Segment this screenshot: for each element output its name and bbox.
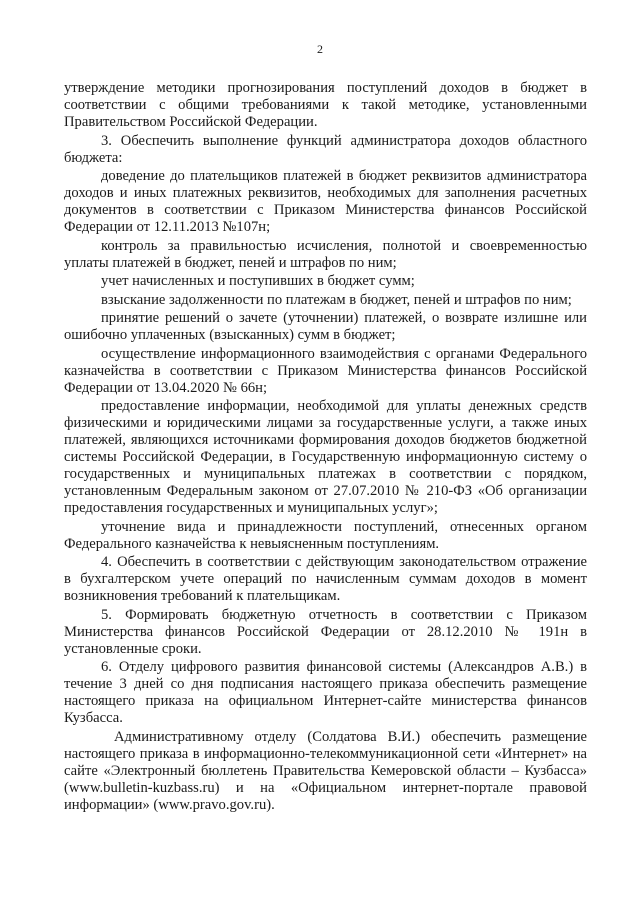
paragraph: уточнение вида и принадлежности поступлений, отнесенных органом Федерального казначейства к невыясненным поступлениям. [64,518,587,552]
paragraph: принятие решений о зачете (уточнении) платежей, о возврате излишне или ошибочно уплаченных (взысканных) сумм в бюджет; [64,310,587,343]
paragraph: предоставление информации, необходимой для уплаты денежных средств физическими и юридическими лицами за государственные услуги, а также иных платежей, являющихся источниками формирования доходов бюджетов бюджетной системы Российской Федерации, в Государственную информационную систему о государственных и муниципальных платежах в соответствии с порядком, установленным Федеральным законом от 27.07.2010 № 210-ФЗ «Об организации предоставления государственных и муниципальных услуг»; [64,398,587,516]
paragraph: 4. Обеспечить в соответствии с действующим законодательством отражение в бухгалтерском учете операций по начисленным суммам доходов в момент возникновения требований к плательщикам. [64,554,587,604]
paragraph: 5. Формировать бюджетную отчетность в соответствии с Приказом Министерства финансов Российской Федерации от 28.12.2010 № 191н в установленные сроки. [64,606,587,657]
paragraph: доведение до плательщиков платежей в бюджет реквизитов администратора доходов и иных платежных реквизитов, необходимых для заполнения расчетных документов в соответствии с Приказом Министерства финансов Российской Федерации от 12.11.2013 №107н; [64,168,587,235]
paragraph: 6. Отделу цифрового развития финансовой системы (Александров А.В.) в течение 3 дней со дня подписания настоящего приказа обеспечить размещение настоящего приказа на официальном Интернет-сайте министерства финансов Кузбасса. [64,659,587,726]
paragraph: контроль за правильностью исчисления, полнотой и своевременностью уплаты платежей в бюджет, пеней и штрафов по ним; [64,237,587,271]
paragraph: осуществление информационного взаимодействия с органами Федерального казначейства в соответствии с Приказом Министерства финансов Российской Федерации от 13.04.2020 № 66н; [64,345,587,396]
paragraph: 3. Обеспечить выполнение функций администратора доходов областного бюджета: [64,132,587,166]
paragraph: утверждение методики прогнозирования поступлений доходов в бюджет в соответствии с общими требованиями к такой методике, установленными Правительством Российской Федерации. [64,80,587,130]
document-body [64,80,587,815]
paragraph: Административному отделу (Солдатова В.И.) обеспечить размещение настоящего приказа в информационно-телекоммуникационной сети «Интернет» на сайте «Электронный бюллетень Правительства Кемеровской области – Кузбасса» (www.bulletin-kuzbass.ru) и на «Официальном интернет-портале правовой информации» (www.pravo.gov.ru). [64,728,587,813]
paragraph: взыскание задолженности по платежам в бюджет, пеней и штрафов по ним; [101,291,572,308]
paragraph: учет начисленных и поступивших в бюджет сумм; [101,273,415,289]
page-number: 2 [317,42,323,56]
